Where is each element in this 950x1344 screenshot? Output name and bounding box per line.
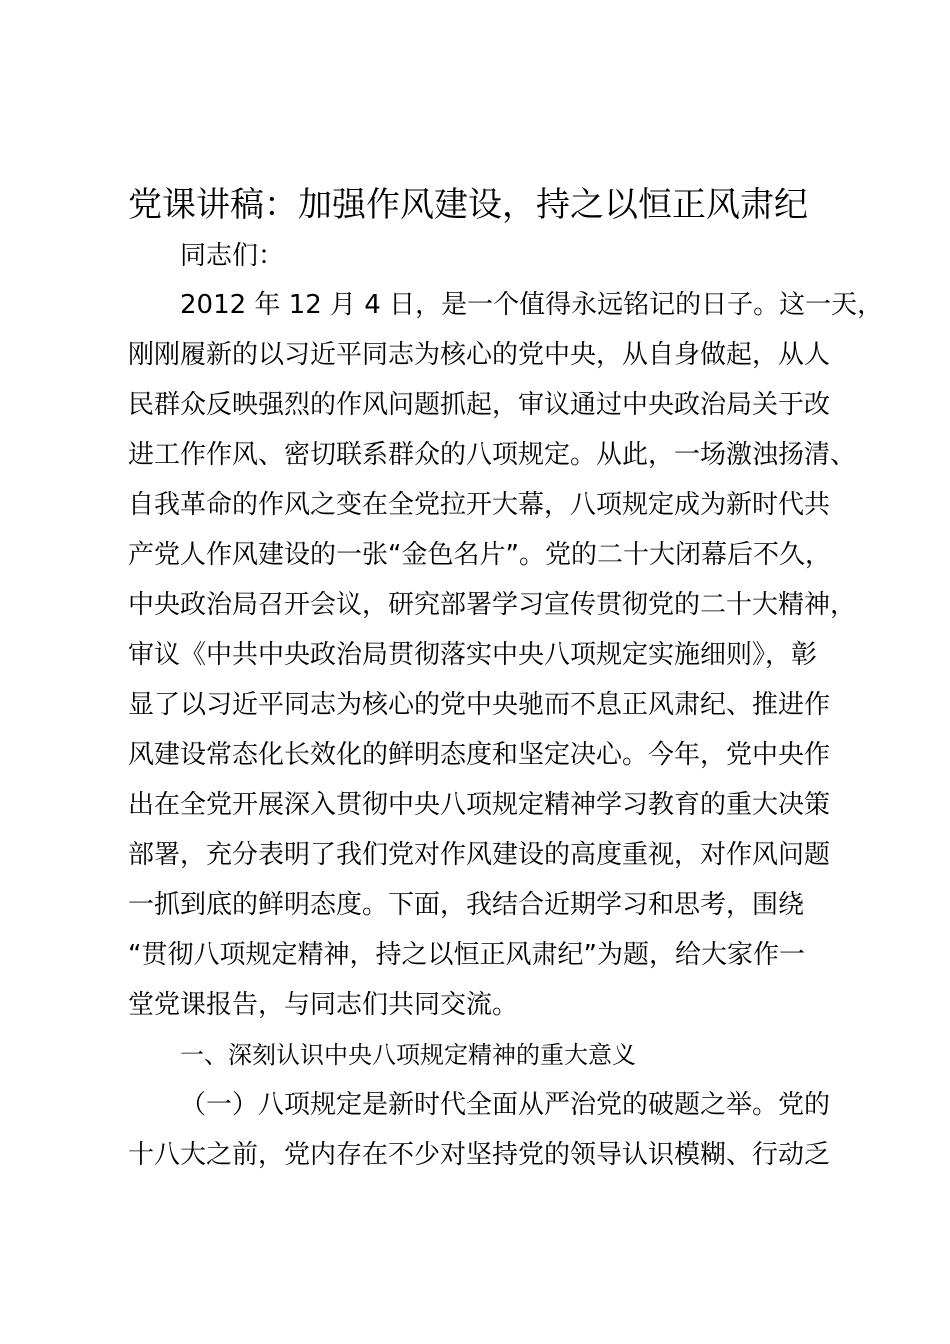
paragraph-line: 部署，充分表明了我们党对作风建设的高度重视，对作风问题 (128, 840, 831, 870)
paragraph-line: 审议《中共中央政治局贯彻落实中央八项规定实施细则》，彰 (128, 640, 818, 670)
paragraph-line: 出在全党开展深入贯彻中央八项规定精神学习教育的重大决策 (128, 790, 831, 820)
document-title: 党课讲稿：加强作风建设，持之以恒正风肃纪 (128, 185, 808, 225)
paragraph-line: 一抓到底的鲜明态度。下面，我结合近期学习和思考，围绕 (128, 890, 805, 920)
paragraph-line: 产党人作风建设的一张“金色名片”。党的二十大闭幕后不久， (128, 540, 831, 570)
paragraph-line: 中央政治局召开会议，研究部署学习宣传贯彻党的二十大精神， (128, 590, 857, 620)
paragraph-line: 刚刚履新的以习近平同志为核心的党中央，从自身做起，从人 (128, 340, 831, 370)
paragraph-line: 进工作作风、密切联系群众的八项规定。从此，一场激浊扬清、 (128, 440, 857, 470)
salutation: 同志们： (180, 241, 285, 271)
paragraph-line: 2012 年 12 月 4 日，是一个值得永远铭记的日子。这一天， (180, 290, 884, 320)
paragraph-line: 堂党课报告，与同志们共同交流。 (128, 990, 519, 1020)
paragraph-line: 民群众反映强烈的作风问题抓起，审议通过中央政治局关于改 (128, 390, 831, 420)
paragraph-line: “贯彻八项规定精神，持之以恒正风肃纪”为题，给大家作一 (128, 940, 805, 970)
paragraph-line: 显了以习近平同志为核心的党中央驰而不息正风肃纪、推进作 (128, 690, 831, 720)
paragraph-line: 风建设常态化长效化的鲜明态度和坚定决心。今年，党中央作 (128, 740, 831, 770)
paragraph-line: 十八大之前，党内存在不少对坚持党的领导认识模糊、行动乏 (128, 1140, 831, 1170)
section-heading: 一、深刻认识中央八项规定精神的重大意义 (180, 1041, 636, 1069)
paragraph-line: 自我革命的作风之变在全党拉开大幕，八项规定成为新时代共 (128, 490, 831, 520)
paragraph-line: （一）八项规定是新时代全面从严治党的破题之举。党的 (180, 1090, 831, 1120)
